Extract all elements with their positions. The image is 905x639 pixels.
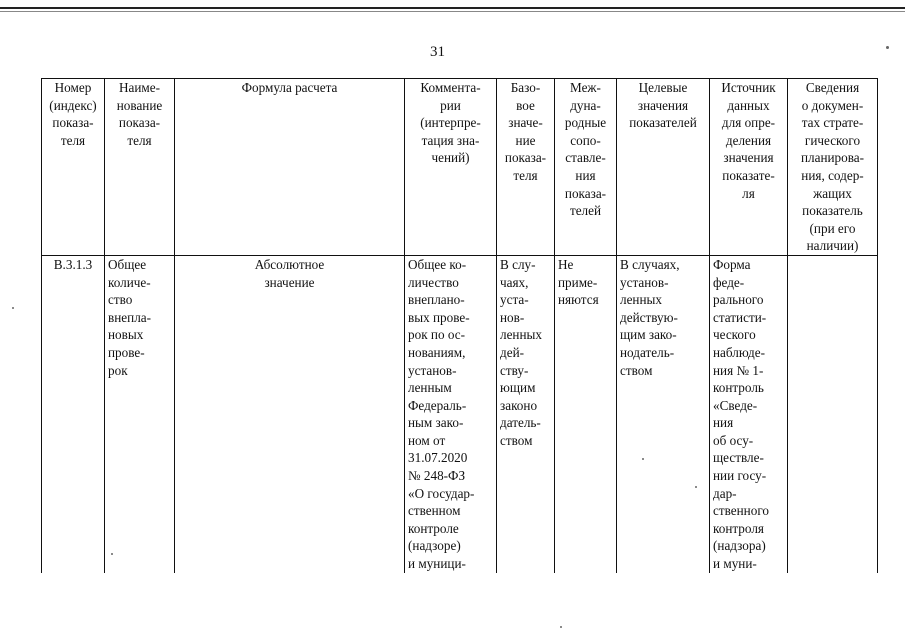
header-cell-international: Меж- дуна- родные сопо- ставле- ния показа- телей [555, 79, 617, 256]
page-number: 31 [430, 44, 445, 60]
header-cell-comments: Коммента- рии (интерпре- тация зна- чений) [405, 79, 497, 256]
top-border-line-thin [0, 11, 905, 12]
indicators-table [41, 78, 878, 573]
header-cell-number: Номер (индекс) показа- теля [42, 79, 105, 256]
scan-speck [642, 458, 644, 460]
scan-speck [886, 46, 889, 49]
top-border-line [0, 7, 905, 9]
header-cell-target-values: Целевые значения показателей [617, 79, 710, 256]
scan-speck [695, 486, 697, 488]
scan-speck [111, 553, 113, 555]
scan-speck [12, 307, 14, 309]
header-cell-data-source: Источник данных для опре- деления значения показате- ля [710, 79, 788, 256]
row-cell-international: Не приме- няются [555, 255, 617, 572]
row-cell-base-value: В слу- чаях, уста- нов- ленных дей- ству- ющим законо датель- ством [497, 255, 555, 572]
row-cell-formula: Абсолютное значение [175, 255, 405, 572]
row-cell-target-values: В случаях, установ- ленных действую- щим зако- нодатель- ством [617, 255, 710, 572]
header-cell-base-value: Базо- вое значе- ние показа- теля [497, 79, 555, 256]
row-cell-number: В.3.1.3 [42, 255, 105, 572]
row-cell-strategic-documents [788, 255, 878, 572]
row-cell-comments: Общее ко- личество внеплано- вых прове- рок по ос- нованиям, установ- ленным Федераль- ным зако- ном от 31.07.2020 № 248-ФЗ «О государ- ственном контроле (надзоре) и муници- [405, 255, 497, 572]
scan-speck [560, 626, 562, 628]
table-header-row [42, 79, 878, 256]
header-cell-formula: Формула расчета [175, 79, 405, 256]
row-cell-data-source: Форма феде- рального статисти- ческого наблюде- ния № 1- контроль «Сведе- ния об осу- ществле- нии госу- дар- ственного контроля (надзора) и муни- [710, 255, 788, 572]
row-cell-name: Общее количе- ство внепла- новых прове- рок [105, 255, 175, 572]
table-row [42, 255, 878, 572]
header-cell-strategic-documents: Сведения о докумен- тах страте- гического планирова- ния, содер- жащих показатель (при его наличии) [788, 79, 878, 256]
header-cell-name: Наиме- нование показа- теля [105, 79, 175, 256]
